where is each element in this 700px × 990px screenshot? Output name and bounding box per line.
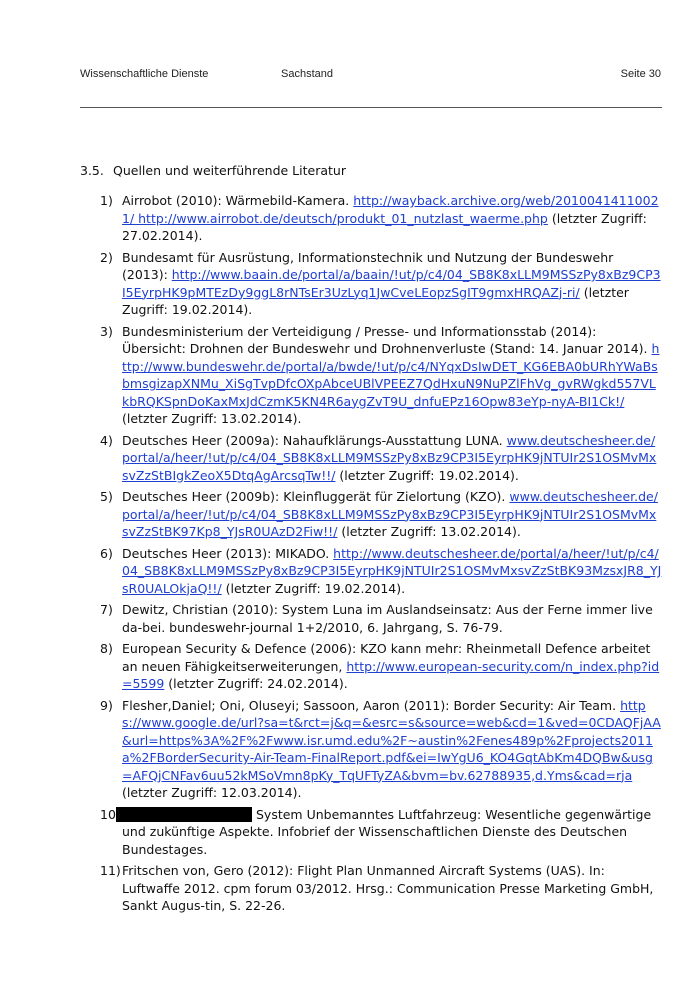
reference-text: [122, 432, 662, 485]
reference-part: (letzter Zugriff: 19.02.2014).: [122, 284, 629, 317]
reference-link[interactable]: www.deutschesheer.de/ portal/a/heer/!ut/p/c4/04_SB8K8xLLM9MSSzPy8xBz9CP3I5EyrpHK9jNTUIr2S1OSMvMxsvZzStBIgkZeoX5DtqAgArcsqTw!!/: [122, 432, 657, 483]
reference-number: 4): [100, 432, 113, 448]
reference-item: [80, 432, 662, 485]
reference-text: [122, 601, 662, 636]
reference-text: [122, 545, 662, 598]
header-document-type: Sachstand: [281, 68, 333, 80]
reference-number: 7): [100, 602, 113, 617]
section-heading: [80, 163, 346, 178]
reference-item: [80, 545, 662, 598]
header-department: Wissenschaftliche Dienste: [80, 68, 209, 80]
reference-list: [80, 192, 662, 919]
reference-part: Deutsches Heer (2009b): Kleinfluggerät für Zielortung (KZO).: [122, 489, 510, 504]
reference-item: [80, 323, 662, 428]
reference-part: Bundesamt für Ausrüstung, Informationstechnik und Nutzung der Bundeswehr (2013):: [122, 249, 614, 282]
reference-part: Airrobot (2010): Wärmebild-Kamera.: [122, 193, 354, 208]
reference-item: [80, 862, 662, 915]
reference-text: [122, 249, 662, 319]
reference-part: Bundesministerium der Verteidigung / Presse- und Informationsstab (2014): Übersicht: Drohnen der Bundeswehr und Drohnenverluste (Stand: 14. Januar 2014).: [122, 323, 652, 356]
reference-item: [80, 249, 662, 319]
reference-number: 9): [100, 697, 113, 713]
reference-item: [80, 488, 662, 541]
reference-part: Deutsches Heer (2013): MIKADO.: [122, 545, 334, 561]
reference-part: (letzter Zugriff: 24.02.2014).: [164, 676, 348, 691]
reference-text: [122, 806, 662, 859]
reference-part: (letzter Zugriff: 27.02.2014).: [122, 210, 647, 243]
reference-text: [122, 640, 662, 693]
reference-item: [80, 697, 662, 802]
reference-link[interactable]: http://wayback.archive.org/web/20100414110021/ http://www.airrobot.de/deutsch/produkt_01_nutzlast_waerme.php: [122, 193, 659, 226]
reference-part: (letzter Zugriff: 13.02.2014).: [122, 411, 302, 426]
reference-number: 2): [100, 249, 113, 265]
header-divider: [80, 107, 662, 108]
reference-link[interactable]: www.deutschesheer.de/ portal/a/heer/!ut/p/c4/04_SB8K8xLLM9MSSzPy8xBz9CP3I5EyrpHK9jNTUIr2S1OSMvMxsvZzStBK97Kp8_YJsR0UAzD2Fiw!!/: [122, 489, 658, 539]
reference-part: (letzter Zugriff: 19.02.2014).: [221, 580, 406, 596]
reference-part: (letzter Zugriff: 13.02.2014).: [337, 524, 521, 539]
reference-part: Dewitz, Christian (2010): System Luna im Auslandseinsatz: Aus der Ferne immer live da-bei. bundeswehr-journal 1+2/2010, 6. Jahrgang, S. 76-79.: [122, 602, 653, 635]
redaction-block: [116, 807, 252, 822]
reference-item: [80, 601, 662, 636]
reference-part: European Security & Defence (2006): KZO kann mehr: Rheinmetall Defence arbeitet an neuen Fähigkeitserweiterungen,: [122, 641, 651, 674]
reference-item: [80, 640, 662, 693]
reference-part: System Unbemanntes Luftfahrzeug: Wesentliche gegenwärtige und zukünftige Aspekte. Infobrief der Wissenschaftlichen Dienste des Deutschen Bundestages.: [122, 806, 652, 857]
reference-text: [122, 697, 662, 802]
reference-part: (letzter Zugriff: 19.02.2014).: [335, 467, 519, 483]
section-number: 3.5.: [80, 163, 104, 178]
reference-link[interactable]: http://www.european-security.com/n_index.php?id=5599: [122, 658, 660, 691]
reference-part: Flesher,Daniel; Oni, Oluseyi; Sassoon, Aaron (2011): Border Security: Air Team.: [122, 697, 621, 713]
reference-text: [122, 488, 662, 541]
header-page-number: Seite 30: [620, 68, 661, 80]
reference-number: 3): [100, 323, 113, 339]
section-title: Quellen und weiterführende Literatur: [113, 163, 346, 178]
reference-text: [122, 323, 662, 428]
reference-link[interactable]: http://www.bundeswehr.de/portal/a/bwde/!ut/p/c4/NYqxDsIwDET_KG6EBA0bURhYWaBsbmsgizapXNMu_XiSgTvpDfcOXpAbceUBlVPEEZ7QdHxuN9NuPZlFhVg_gvRWgkd557VLkbRQKSpnDoKaxMxJdCzmK5KN4R6aygZvT9U_dnfuEPz16Opw83eYp-nyA-BI1Ck!/: [122, 341, 660, 409]
reference-link[interactable]: https://www.google.de/url?sa=t&rct=j&q=&esrc=s&source=web&cd=1&ved=0CDAQFjAA&url=https%3A%2F%2Fwww.isr.umd.edu%2F~austin%2Fenes489p%2Fprojects2011a%2FBorderSecurity-Air-Team-FinalReport.pdf&ei=IwYgU6_KO4GqtAbKm4DQBw&usg=AFQjCNFav6uu52kMSoVmn8pKy_TqUFTyZA&bvm=bv.62788935,d.Yms&cad=rja: [122, 697, 661, 783]
reference-number: 1): [100, 193, 113, 208]
reference-number: 10): [100, 806, 121, 822]
reference-item: [80, 806, 662, 859]
reference-item: [80, 192, 662, 245]
reference-number: 8): [100, 641, 113, 656]
reference-number: 11): [100, 863, 121, 878]
reference-number: 5): [100, 489, 113, 504]
reference-link[interactable]: http://www.baain.de/portal/a/baain/!ut/p/c4/04_SB8K8xLLM9MSSzPy8xBz9CP3I5EyrpHK9pMTEzDy9ggL8rNTsEr3UzLyq1JwCveLEopzSgIT9gmxHRQAZj-ri/: [122, 267, 661, 300]
reference-number: 6): [100, 545, 113, 561]
reference-link[interactable]: http://www.deutschesheer.de/portal/a/heer/!ut/p/c4/04_SB8K8xLLM9MSSzPy8xBz9CP3I5EyrpHK9jNTUIr2S1OSMvMxsvZzStBK93MzsxJR8_YJsR0UALOkjaQ!!/: [122, 545, 662, 596]
reference-text: [122, 862, 662, 915]
reference-text: [122, 192, 662, 245]
page-header: [80, 68, 661, 84]
reference-part: Deutsches Heer (2009a): Nahaufklärungs-Ausstattung LUNA.: [122, 432, 507, 448]
reference-part: Fritschen von, Gero (2012): Flight Plan Unmanned Aircraft Systems (UAS). In: Luftwaffe 2012. cpm forum 03/2012. Hrsg.: Communication Presse Marketing GmbH, Sankt Augus-tin, S. 22-26.: [122, 863, 654, 913]
reference-part: (letzter Zugriff: 12.03.2014).: [122, 785, 302, 800]
